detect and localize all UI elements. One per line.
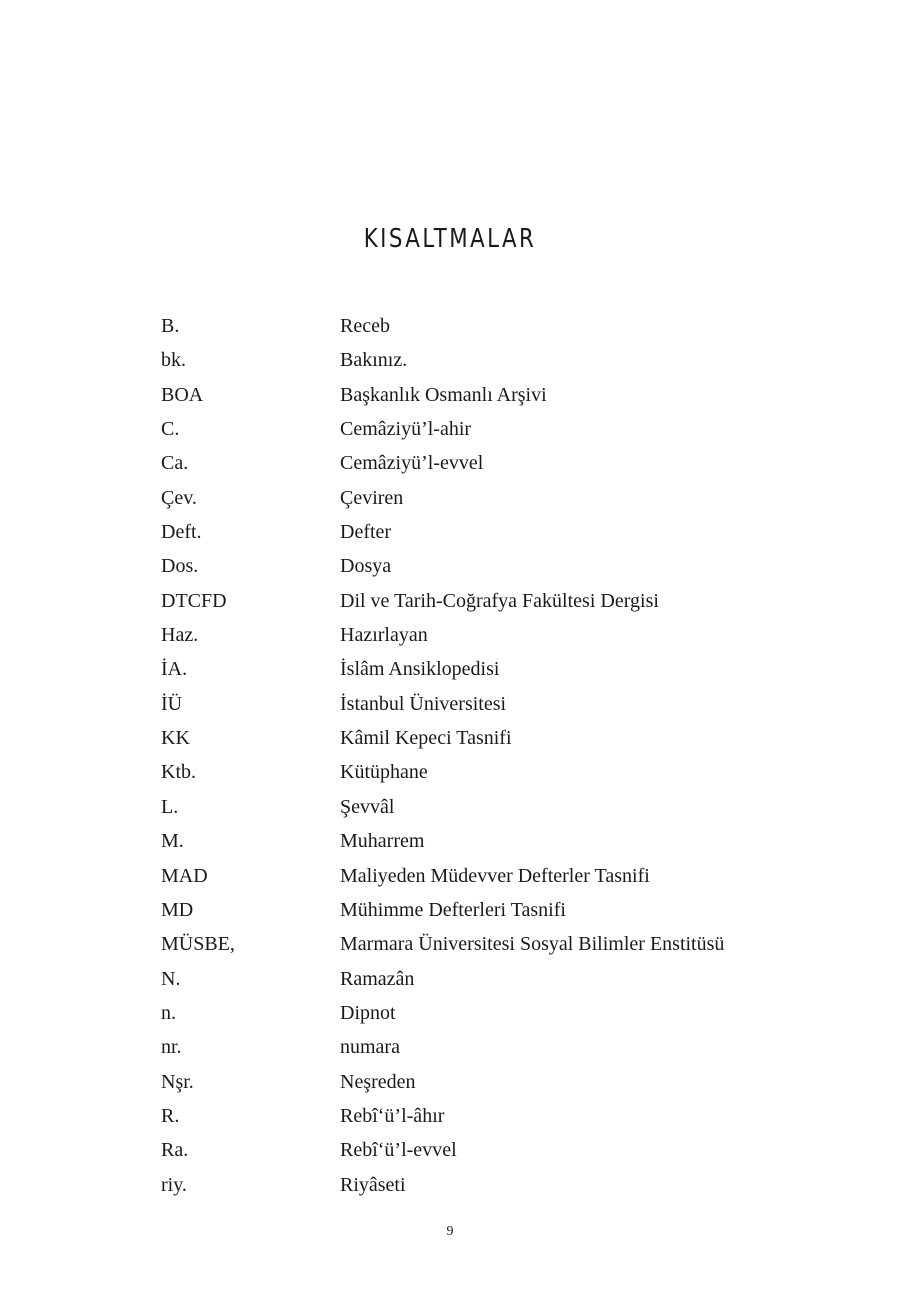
abbreviation-term: bk. bbox=[161, 349, 186, 372]
abbreviation-row bbox=[161, 618, 801, 652]
abbreviation-row bbox=[161, 790, 801, 824]
abbreviation-row bbox=[161, 378, 801, 412]
abbreviation-meaning: Cemâziyü’l-ahir bbox=[340, 418, 472, 441]
abbreviation-term: riy. bbox=[161, 1173, 187, 1196]
abbreviation-meaning: Maliyeden Müdevver Defterler Tasnifi bbox=[340, 864, 650, 887]
abbreviation-row bbox=[161, 549, 801, 583]
abbreviation-term: Ktb. bbox=[161, 761, 196, 784]
page-title: KISALTMALAR bbox=[363, 224, 537, 254]
abbreviation-term: R. bbox=[161, 1104, 180, 1127]
abbreviation-row bbox=[161, 962, 801, 996]
abbreviation-row bbox=[161, 996, 801, 1030]
abbreviation-meaning: Cemâziyü’l-evvel bbox=[340, 452, 484, 475]
abbreviation-term: MD bbox=[161, 898, 194, 921]
abbreviation-row bbox=[161, 652, 801, 686]
abbreviation-row bbox=[161, 687, 801, 721]
abbreviation-meaning: Hazırlayan bbox=[340, 624, 428, 647]
abbreviation-row bbox=[161, 343, 801, 377]
abbreviation-term: L. bbox=[161, 795, 179, 818]
abbreviation-meaning: Muharrem bbox=[340, 830, 425, 853]
abbreviation-term: MAD bbox=[161, 864, 208, 887]
abbreviation-term: N. bbox=[161, 967, 181, 990]
abbreviation-meaning: Bakınız. bbox=[340, 349, 408, 372]
abbreviation-term: BOA bbox=[161, 383, 204, 406]
abbreviation-row bbox=[161, 859, 801, 893]
abbreviation-row bbox=[161, 1133, 801, 1167]
abbreviation-row bbox=[161, 721, 801, 755]
abbreviation-term: İA. bbox=[161, 658, 188, 681]
abbreviation-meaning: Mühimme Defterleri Tasnifi bbox=[340, 898, 566, 921]
abbreviation-row bbox=[161, 481, 801, 515]
abbreviation-row bbox=[161, 1030, 801, 1064]
abbreviation-meaning: Rebî‘ü’l-evvel bbox=[340, 1139, 457, 1162]
abbreviation-term: MÜSBE, bbox=[161, 933, 235, 956]
abbreviation-row bbox=[161, 1099, 801, 1133]
abbreviation-row bbox=[161, 824, 801, 858]
abbreviation-meaning: Marmara Üniversitesi Sosyal Bilimler Enstitüsü bbox=[340, 933, 725, 956]
abbreviation-term: M. bbox=[161, 830, 184, 853]
abbreviation-term: nr. bbox=[161, 1036, 182, 1059]
abbreviation-term: Nşr. bbox=[161, 1070, 194, 1093]
abbreviation-row bbox=[161, 412, 801, 446]
abbreviation-term: C. bbox=[161, 418, 180, 441]
abbreviation-term: Ca. bbox=[161, 452, 189, 475]
abbreviation-row bbox=[161, 446, 801, 480]
abbreviation-meaning: Çeviren bbox=[340, 486, 404, 509]
abbreviation-term: Haz. bbox=[161, 624, 199, 647]
abbreviation-row bbox=[161, 1168, 801, 1202]
abbreviation-meaning: Dil ve Tarih-Coğrafya Fakültesi Dergisi bbox=[340, 589, 659, 612]
abbreviation-meaning: Receb bbox=[340, 315, 390, 337]
abbreviation-meaning: Defter bbox=[340, 521, 392, 544]
abbreviation-row bbox=[161, 893, 801, 927]
abbreviation-row bbox=[161, 927, 801, 961]
abbreviation-list bbox=[161, 309, 801, 1202]
abbreviation-term: DTCFD bbox=[161, 589, 227, 612]
abbreviation-term: n. bbox=[161, 1001, 176, 1024]
abbreviation-row bbox=[161, 584, 801, 618]
abbreviation-meaning: Rebî‘ü’l-âhır bbox=[340, 1104, 445, 1127]
abbreviation-row bbox=[161, 515, 801, 549]
abbreviation-term: İÜ bbox=[161, 692, 183, 715]
abbreviation-meaning: Riyâseti bbox=[340, 1173, 406, 1196]
abbreviation-meaning: İstanbul Üniversitesi bbox=[340, 692, 507, 715]
page-number: 9 bbox=[446, 1224, 454, 1239]
abbreviation-row bbox=[161, 1065, 801, 1099]
abbreviation-meaning: İslâm Ansiklopedisi bbox=[340, 658, 500, 681]
abbreviation-term: KK bbox=[161, 727, 190, 750]
abbreviation-meaning: Dipnot bbox=[340, 1001, 396, 1024]
abbreviation-meaning: Kütüphane bbox=[340, 761, 428, 784]
abbreviation-row bbox=[161, 309, 801, 343]
abbreviation-row bbox=[161, 755, 801, 789]
abbreviation-term: Deft. bbox=[161, 521, 202, 544]
abbreviation-meaning: numara bbox=[340, 1036, 400, 1059]
abbreviation-meaning: Şevvâl bbox=[340, 795, 395, 818]
abbreviation-meaning: Neşreden bbox=[340, 1070, 416, 1093]
abbreviation-meaning: Dosya bbox=[340, 555, 392, 578]
abbreviation-term: Ra. bbox=[161, 1139, 189, 1162]
abbreviation-term: Dos. bbox=[161, 555, 199, 578]
abbreviation-meaning: Kâmil Kepeci Tasnifi bbox=[340, 727, 512, 750]
abbreviation-term: B. bbox=[161, 315, 180, 337]
abbreviation-meaning: Başkanlık Osmanlı Arşivi bbox=[340, 383, 547, 406]
abbreviation-meaning: Ramazân bbox=[340, 967, 415, 990]
abbreviation-term: Çev. bbox=[161, 486, 197, 509]
